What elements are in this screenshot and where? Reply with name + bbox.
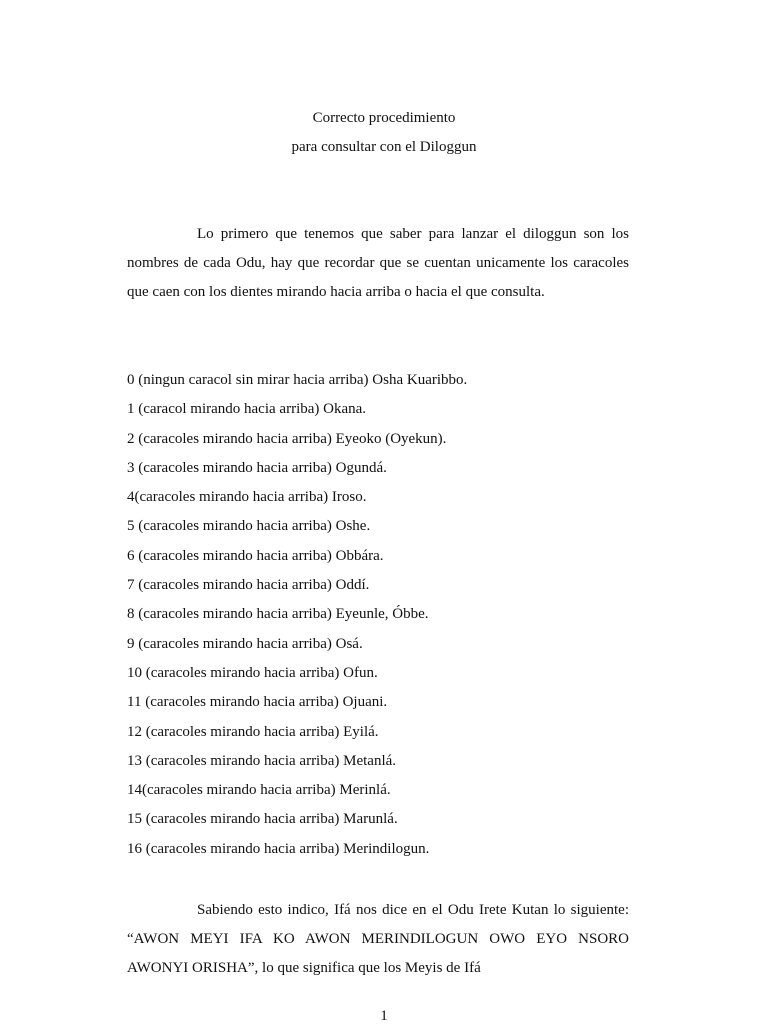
list-item: 14(caracoles mirando hacia arriba) Merinlá.: [127, 782, 391, 799]
list-item: 7 (caracoles mirando hacia arriba) Oddí.: [127, 577, 370, 594]
list-item: 9 (caracoles mirando hacia arriba) Osá.: [127, 635, 363, 652]
list-item: 2 (caracoles mirando hacia arriba) Eyeoko (Oyekun).: [127, 430, 447, 447]
list-item: 0 (ningun caracol sin mirar hacia arriba) Osha Kuaribbo.: [127, 372, 468, 388]
page-number: 1: [380, 1008, 388, 1024]
list-item: 12 (caracoles mirando hacia arriba) Eyilá.: [127, 723, 379, 740]
list-item: 1 (caracol mirando hacia arriba) Okana.: [127, 401, 367, 418]
list-item: 11 (caracoles mirando hacia arriba) Ojuani.: [127, 694, 388, 711]
list-item: 10 (caracoles mirando hacia arriba) Ofun.: [127, 664, 378, 681]
closing-paragraph: Sabiendo esto indico, Ifá nos dice en el Odu Irete Kutan lo siguiente: “AWON MEYI IFA KO AWON MERINDILOGUN OWO EYO NSORO AWONYI ORISHA”, lo que significa que los Meyis de Ifá: [127, 902, 629, 976]
document-title: [0, 108, 768, 166]
list-item: 5 (caracoles mirando hacia arriba) Oshe.: [127, 518, 371, 535]
odu-list: [127, 366, 629, 864]
list-item: 6 (caracoles mirando hacia arriba) Obbára.: [127, 547, 384, 564]
list-item: 4(caracoles mirando hacia arriba) Iroso.: [127, 489, 367, 506]
title-line-2: para consultar con el Diloggun: [291, 139, 477, 155]
title-line-1: Correcto procedimiento: [312, 110, 456, 126]
list-item: 8 (caracoles mirando hacia arriba) Eyeunle, Óbbe.: [127, 606, 429, 623]
list-item: 15 (caracoles mirando hacia arriba) Marunlá.: [127, 811, 398, 828]
list-item: 13 (caracoles mirando hacia arriba) Metanlá.: [127, 752, 397, 769]
list-item: 3 (caracoles mirando hacia arriba) Ogundá.: [127, 459, 387, 476]
list-item: 16 (caracoles mirando hacia arriba) Merindilogun.: [127, 840, 430, 857]
intro-paragraph: Lo primero que tenemos que saber para lanzar el diloggun son los nombres de cada Odu, hay que recordar que se cuentan unicamente los caracoles que caen con los dientes mirando hacia arriba o hacia el que consulta.: [127, 226, 629, 300]
